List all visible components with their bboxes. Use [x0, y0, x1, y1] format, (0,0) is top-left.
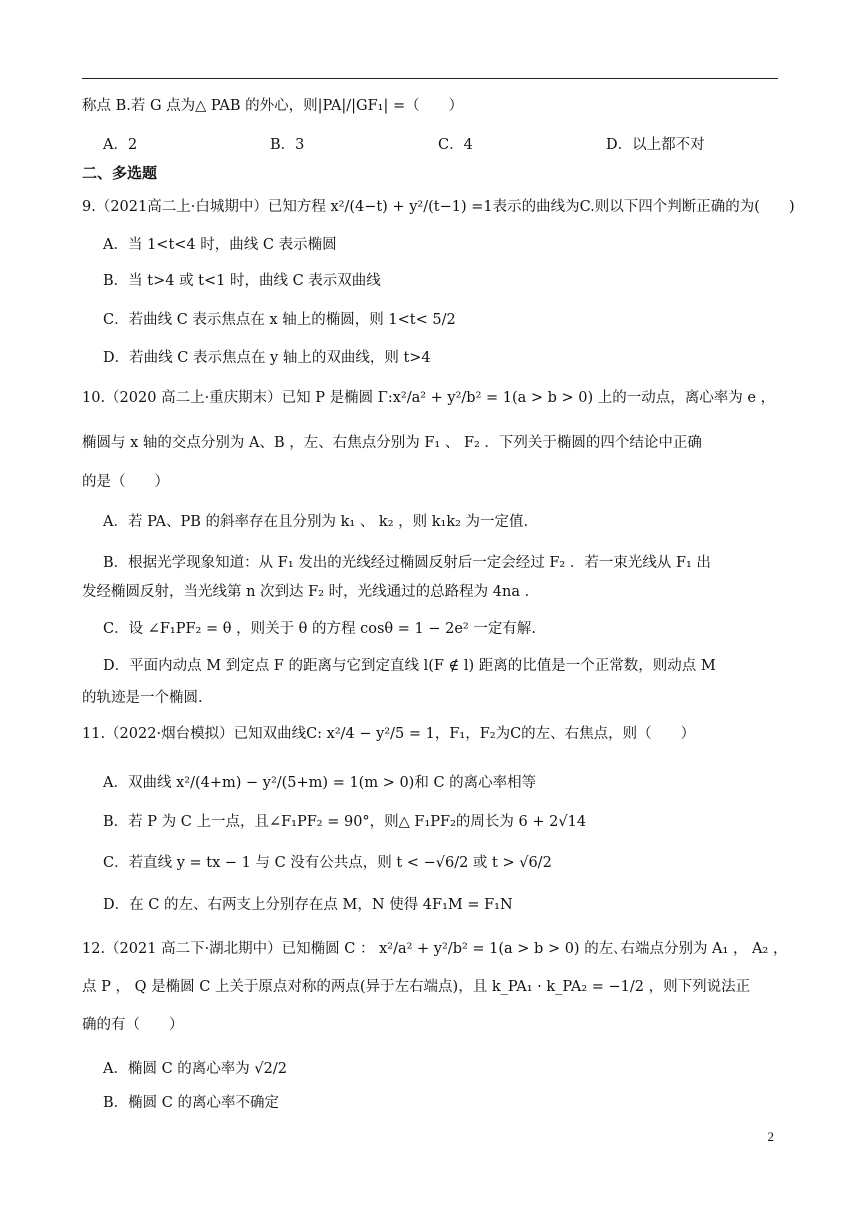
q11-stem: 11.（2022·烟台模拟）已知双曲线C: x²/4 − y²/5 = 1，F₁，F₂为C的左、右焦点，则（ ）	[82, 726, 696, 742]
q12-stem-line-2: 点 P ， Q 是椭圆 C 上关于原点对称的两点(异于左右端点)，且 k_PA₁ · k_PA₂ = −1/2 ，则下列说法正	[82, 979, 751, 995]
section-title: 二、多选题	[82, 164, 158, 182]
q10-option-b-line-2: 发经椭圆反射，当光线第 n 次到达 F₂ 时，光线通过的总路程为 4na ．	[82, 584, 540, 600]
q11-option-c: C．若直线 y = tx − 1 与 C 没有公共点，则 t < −√6/2 或 t > √6/2	[103, 855, 552, 871]
q10-stem-line-2: 椭圆与 x 轴的交点分别为 A、B ，左、右焦点分别为 F₁ 、 F₂ ．下列关于椭圆的四个结论中正确	[82, 435, 702, 451]
q10-option-d-line-2: 的轨迹是一个椭圆.	[82, 690, 203, 706]
q11-option-a: A．双曲线 x²/(4+m) − y²/(5+m) = 1(m > 0)和 C 的离心率相等	[103, 775, 537, 791]
q10-option-b-line-1: B．根据光学现象知道：从 F₁ 发出的光线经过椭圆反射后一定会经过 F₂ ．若一束光线从 F₁ 出	[103, 555, 711, 571]
q12-option-a: A．椭圆 C 的离心率为 √2/2	[103, 1061, 287, 1077]
q8-option-b: B．3	[270, 137, 305, 153]
q9-option-c: C．若曲线 C 表示焦点在 x 轴上的椭圆，则 1<t< 5/2	[103, 312, 456, 328]
header-rule	[82, 78, 778, 79]
q9-stem: 9.（2021高二上·白城期中）已知方程 x²/(4−t) + y²/(t−1) =1表示的曲线为C.则以下四个判断正确的为( )	[82, 199, 795, 215]
q11-option-d: D．在 C 的左、右两支上分别存在点 M，N 使得 4F₁M = F₁N	[103, 897, 513, 913]
q8-option-a: A．2	[103, 137, 138, 153]
q12-stem-line-3: 确的有（ ）	[82, 1017, 184, 1033]
q12-stem-line-1: 12.（2021 高二下·湖北期中）已知椭圆 C ： x²/a² + y²/b² = 1(a > b > 0) 的左､右端点分别为 A₁ ， A₂ ，	[82, 941, 788, 957]
q10-option-a: A．若 PA、PB 的斜率存在且分别为 k₁ 、 k₂ ，则 k₁k₂ 为一定值.	[103, 514, 529, 530]
q10-option-c: C．设 ∠F₁PF₂ = θ ，则关于 θ 的方程 cosθ = 1 − 2e² 一定有解.	[103, 621, 536, 637]
q8-option-d: D．以上都不对	[606, 137, 705, 153]
q10-stem-line-3: 的是（ ）	[82, 474, 169, 490]
q9-option-d: D．若曲线 C 表示焦点在 y 轴上的双曲线，则 t>4	[103, 350, 431, 366]
page-number: 2	[767, 1129, 774, 1144]
q9-option-b: B．当 t>4 或 t<1 时，曲线 C 表示双曲线	[103, 273, 381, 289]
q12-option-b: B．椭圆 C 的离心率不确定	[103, 1095, 279, 1111]
q8-stem-tail: 称点 B.若 G 点为△ PAB 的外心，则|PA|/|GF₁| =（ ）	[82, 98, 464, 114]
q10-stem-line-1: 10.（2020 高二上·重庆期末）已知 P 是椭圆 Γ:x²/a² + y²/b² = 1(a > b > 0) 上的一动点，离心率为 e ，	[82, 390, 776, 406]
q8-option-c: C．4	[438, 137, 473, 153]
q10-option-d-line-1: D．平面内动点 M 到定点 F 的距离与它到定直线 l(F ∉ l) 距离的比值是一个正常数，则动点 M	[103, 658, 716, 674]
q11-option-b: B．若 P 为 C 上一点，且∠F₁PF₂ = 90°，则△ F₁PF₂的周长为 6 + 2√14	[103, 814, 587, 830]
q9-option-a: A．当 1<t<4 时，曲线 C 表示椭圆	[103, 237, 337, 253]
